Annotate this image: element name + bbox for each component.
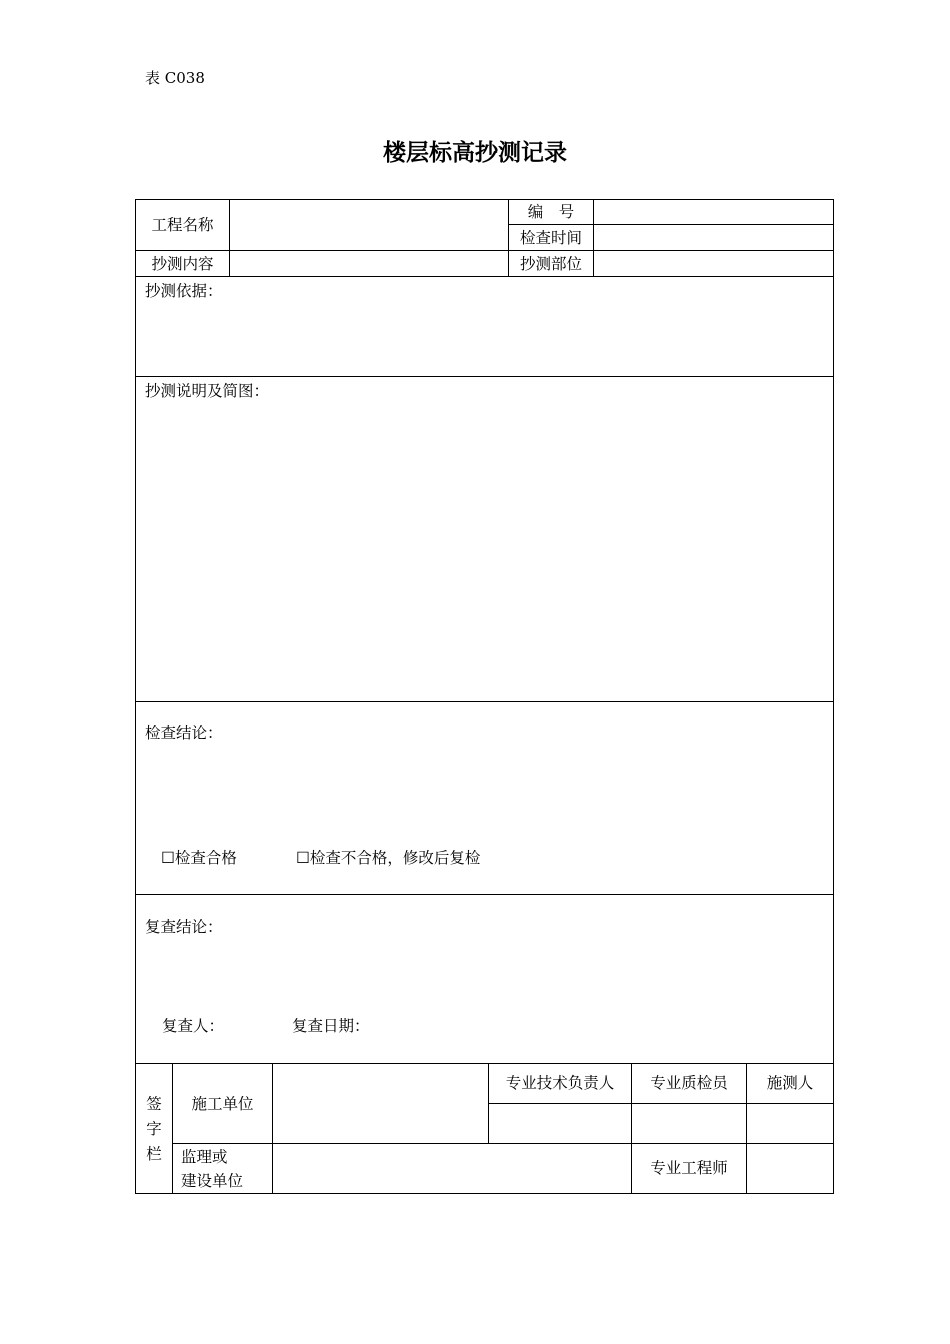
survey-location-field[interactable] [594,251,833,276]
page-title: 楼层标高抄测记录 [383,139,567,166]
tech-lead-label: 专业技术负责人 [505,1074,615,1092]
check-time-label: 检查时间 [519,229,582,247]
description-label: 抄测说明及简图： [145,382,270,400]
number-label: 编 号 [527,203,575,221]
supervision-label-line2: 建设单位 [181,1172,244,1190]
surveyor-label: 施测人 [766,1074,814,1092]
recheck-label: 复查结论： [145,918,223,936]
survey-content-label: 抄测内容 [151,255,214,273]
conclusion-label: 检查结论： [145,724,223,742]
supervision-label-line1: 监理或 [181,1148,228,1166]
form-code: 表 C038 [145,69,205,87]
recheck-date-label: 复查日期： [292,1017,370,1035]
recheck-person-label: 复查人： [162,1017,225,1035]
check-time-field[interactable] [594,225,833,250]
engineer-label: 专业工程师 [650,1159,728,1177]
project-name-field[interactable] [230,200,508,250]
fail-checkbox[interactable]: ☐检查不合格，修改后复检 [296,849,481,867]
quality-inspector-label: 专业质检员 [650,1074,728,1092]
signature-column-label-1: 签 [146,1095,162,1113]
signature-column-label-3: 栏 [146,1145,162,1163]
construction-unit-label: 施工单位 [191,1095,254,1113]
project-name-label: 工程名称 [151,216,214,234]
number-field[interactable] [594,200,833,224]
survey-location-label: 抄测部位 [519,255,582,273]
survey-content-field[interactable] [230,251,508,276]
signature-column-label-2: 字 [146,1120,162,1138]
basis-label: 抄测依据： [145,282,223,300]
pass-checkbox[interactable]: ☐检查合格 [161,849,237,867]
